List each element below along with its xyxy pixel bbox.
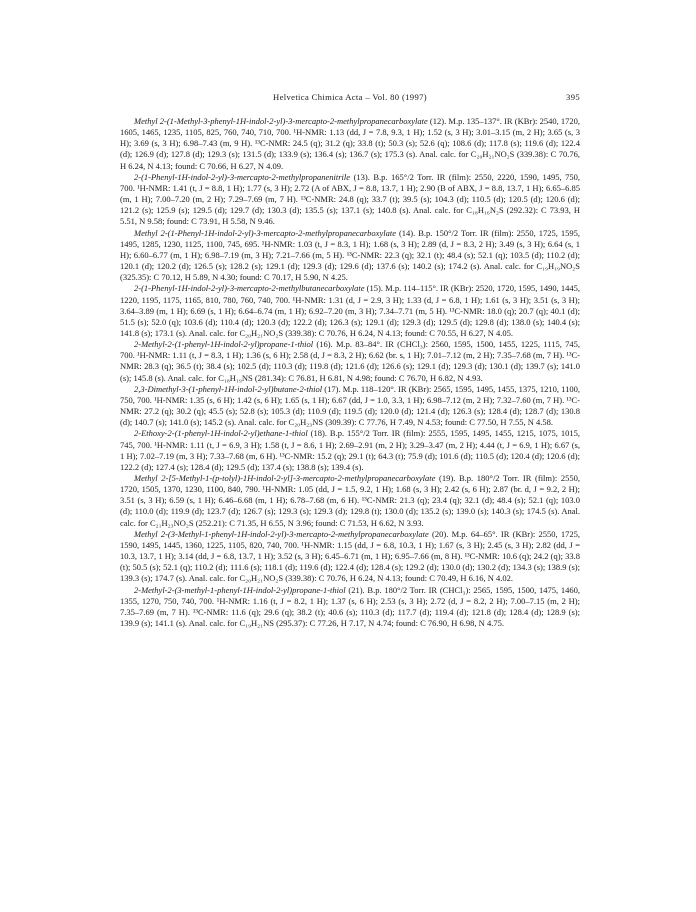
compound-entry-19 bbox=[120, 473, 580, 529]
compound-data: (17). M.p. 118–120°. IR (KBr): 2565, 1595, 1495, 1455, 1375, 1210, 1100, 750, 700. ¹H-NMR: 1.35 (s, 6 H); 1.42 (s, 6 H); 1.65 (s, 1 H); 6.67 (dd, J = 1.0, 3.3, 1 H); 6.98–7.12 (m, 2 H); 7.32–7.60 (m, 7 H). ¹³C-NMR: 27.2 (q); 30.2 (q); 45.5 (s); 52.8 (s); 105.3 (d); 110.9 (d); 119.5 (d); 120.0 (d); 121.4 (d); 126.3 (s); 128.4 (d); 128.7 (d); 130.8 (d); 140.7 (s); 141.0 (s); 145.2 (s). Anal. calc. for C₂₀H₂₃NS (309.39): C 77.76, H 7.49, N 4.53; found: C 77.50, H 7.55, N 4.58. bbox=[120, 383, 580, 428]
compound-name: 2-(1-Phenyl-1H-indol-2-yl)-3-mercapto-2-methylpropanenitrile bbox=[134, 171, 351, 182]
compound-name: Methyl 2-(1-Phenyl-1H-indol-2-yl)-3-mercapto-2-methylpropanecarboxylate bbox=[134, 227, 396, 238]
compound-name: Methyl 2-(3-Methyl-1-phenyl-1H-indol-2-yl)-3-mercapto-2-methylpropanecarboxylate bbox=[134, 528, 429, 539]
compound-name: 2,3-Dimethyl-3-(1-phenyl-1H-indol-2-yl)butane-2-thiol bbox=[134, 383, 323, 394]
compound-data: (21). B.p. 180°/2 Torr. IR (CHCl₃): 2565, 1595, 1500, 1475, 1460, 1355, 1270, 750, 740, 700. ¹H-NMR: 1.16 (t, J = 8.2, 1 H); 1.37 (s, 6 H); 2.53 (s, 3 H); 2.72 (d, J = 8.2, 2 H); 7.00–7.15 (m, 2 H); 7.35–7.69 (m, 7 H). ¹³C-NMR: 11.6 (q); 29.6 (q); 38.2 (t); 40.6 (s); 110.3 (d); 117.7 (d); 119.4 (d); 121.8 (d); 128.4 (d); 128.9 (s); 139.9 (s); 141.1 (s). Anal. calc. for C₁₉H₂₁NS (295.37): C 77.26, H 7.17, N 4.74; found: C 76.90, H 6.98, N 4.75. bbox=[120, 584, 580, 629]
compound-entry-14 bbox=[120, 228, 580, 284]
compound-name: 2-Methyl-2-(3-methyl-1-phenyl-1H-indol-2-yl)propane-1-thiol bbox=[134, 584, 346, 595]
compound-data: (18). B.p. 155°/2 Torr. IR (film): 2555, 1595, 1495, 1455, 1215, 1075, 1015, 745, 700. ¹H-NMR: 1.11 (t, J = 6.9, 3 H); 1.58 (t, J = 8.6, 1 H); 2.69–2.91 (m, 2 H); 3.29–3.47 (m, 2 H); 4.44 (t, J = 6.9, 1 H); 6.67 (s, 1 H); 7.02–7.19 (m, 3 H); 7.33–7.68 (m, 6 H). ¹³C-NMR: 15.2 (q); 29.1 (t); 64.3 (t); 75.9 (d); 101.6 (d); 110.5 (d); 120.4 (d); 120.6 (d); 122.2 (d); 127.4 (s); 128.4 (d); 129.5 (d); 137.4 (s); 138.8 (s); 139.4 (s). bbox=[120, 428, 580, 472]
compound-data: (19). B.p. 180°/2 Torr. IR (film): 2550, 1720, 1505, 1370, 1230, 1100, 840, 790. ¹H-NMR: 1.05 (dd, J = 1.5, 9.2, 1 H); 1.68 (s, 3 H); 2.42 (s, 6 H); 2.87 (br. d, J = 9.2, 2 H); 3.51 (s, 3 H); 6.59 (s, 1 H); 6.46–6.68 (m, 1 H); 6.78–7.68 (m, 6 H). ¹³C-NMR: 21.3 (q); 23.4 (q); 32.1 (d); 48.4 (s); 52.1 (q); 103.0 (d); 110.0 (d); 119.9 (d); 123.7 (d); 126.7 (s); 129.3 (s); 129.3 (d); 129.8 (t); 130.0 (d); 135.2 (s); 139.0 (s); 140.3 (s); 174.5 (s). Anal. calc. for C₂₁H₂₃NO₂S (252.21): C 71.35, H 6.55, N 3.96; found: C 71.53, H 6.62, N 3.93. bbox=[120, 473, 580, 528]
compound-data: (20). M.p. 64–65°. IR (KBr): 2550, 1725, 1590, 1495, 1445, 1360, 1225, 1105, 820, 740, 700. ¹H-NMR: 1.15 (dd, J = 6.8, 10.3, 1 H); 1.67 (s, 3 H); 2.45 (s, 3 H); 2.82 (dd, J = 10.3, 13.7, 1 H); 3.14 (dd, J = 6.8, 13.7, 1 H); 3.52 (s, 3 H); 6.45–6.71 (m, 1 H); 6.95–7.66 (m, 8 H). ¹³C-NMR: 10.6 (q); 24.2 (q); 33.8 (t); 50.5 (s); 52.1 (q); 110.2 (d); 111.6 (s); 118.1 (d); 119.6 (d); 122.4 (d); 128.4 (s); 129.2 (d); 130.0 (d); 130.2 (d); 134.3 (s); 138.9 (s); 139.3 (s); 174.7 (s). Anal. calc. for C₂₀H₂₁NO₂S (339.38): C 70.76, H 6.24, N 4.13; found: C 70.49, H 6.16, N 4.02. bbox=[120, 528, 581, 584]
compound-name: 2-Ethoxy-2-(1-phenyl-1H-indol-2-yl)ethane-1-thiol bbox=[134, 428, 308, 439]
compound-name: Methyl 2-[5-Methyl-1-(p-tolyl)-1H-indol-2-yl]-3-mercapto-2-methylpropanecarboxylate bbox=[134, 473, 436, 483]
compound-data: (16). M.p. 83–84°. IR (CHCl₃): 2560, 1595, 1500, 1455, 1225, 1115, 745, 700. ¹H-NMR: 1.11 (t, J = 8.3, 1 H); 1.36 (s, 6 H); 2.58 (d, J = 8.3, 2 H); 6.62 (br. s, 1 H); 7.01–7.12 (m, 2 H); 7.35–7.68 (m, 7 H). ¹³C-NMR: 28.3 (q); 36.5 (t); 38.4 (s); 102.5 (d); 110.3 (d); 119.8 (d); 121.6 (d); 126.6 (s); 129.1 (d); 129.3 (d); 130.1 (d); 139.7 (s); 141.0 (s); 145.8 (s). Anal. calc. for C₁₈H₁₉NS (281.34): C 76.81, H 6.81, N 4.98; found: C 76.70, H 6.82, N 4.93. bbox=[120, 339, 580, 383]
page-number: 395 bbox=[566, 92, 580, 102]
compound-entry-15 bbox=[120, 283, 580, 339]
compound-entry-17 bbox=[120, 384, 580, 429]
experimental-text bbox=[120, 116, 580, 629]
compound-data: (15). M.p. 114–115°. IR (KBr): 2520, 1720, 1595, 1490, 1445, 1220, 1195, 1175, 1165, 810, 780, 760, 740, 700. ¹H-NMR: 1.31 (d, J = 2.9, 3 H); 1.33 (d, J = 6.8, 1 H); 1.61 (s, 3 H); 3.51 (s, 3 H); 3.64–3.89 (m, 1 H); 6.69 (s, 1 H); 6.64–6.74 (m, 1 H); 6.92–7.20 (m, 3 H); 7.34–7.71 (m, 5 H). ¹³C-NMR: 18.0 (q); 20.7 (q); 40.1 (d); 51.5 (s); 52.0 (q); 103.6 (d); 110.4 (d); 120.3 (d); 122.2 (d); 126.3 (s); 129.1 (d); 129.3 (d); 129.5 (d); 129.8 (d); 138.0 (s); 140.4 (s); 141.8 (s); 173.1 (s). Anal. calc. for C₂₀H₂₁NO₂S (339.38): C 70.76, H 6.24, N 4.13; found: C 70.55, H 6.27, N 4.05. bbox=[120, 283, 580, 338]
compound-data: (12). M.p. 135–137°. IR (KBr): 2540, 1720, 1605, 1465, 1235, 1105, 825, 760, 740, 710, 700. ¹H-NMR: 1.13 (dd, J = 7.8, 9.3, 1 H); 1.52 (s, 3 H); 3.01–3.15 (m, 2 H); 3.65 (s, 3 H); 3.69 (s, 3 H); 6.98–7.43 (m, 9 H). ¹³C-NMR: 24.5 (q); 31.2 (q); 33.8 (t); 50.3 (s); 52.6 (q); 108.6 (d); 117.8 (s); 119.6 (d); 122.4 (d); 126.9 (d); 127.8 (d); 129.3 (s); 131.5 (d); 133.9 (s); 136.4 (s); 136.7 (s); 175.3 (s). Anal. calc. for C₂₀H₂₁NO₂S (339.38): C 70.76, H 6.24, N 4.13; found: C 70.66, H 6.27, N 4.09. bbox=[120, 116, 581, 171]
compound-entry-16 bbox=[120, 339, 580, 384]
compound-entry-13 bbox=[120, 172, 580, 228]
compound-entry-18 bbox=[120, 428, 580, 473]
compound-entry-21 bbox=[120, 585, 580, 630]
compound-entry-20 bbox=[120, 529, 580, 585]
compound-name: 2-(1-Phenyl-1H-indol-2-yl)-3-mercapto-2-methylbutanecarboxylate bbox=[134, 283, 365, 294]
compound-entry-12 bbox=[120, 116, 580, 172]
running-header bbox=[120, 92, 580, 106]
compound-data: (13). B.p. 165°/2 Torr. IR (film): 2550, 2220, 1590, 1495, 750, 700. ¹H-NMR: 1.41 (t, J = 8.8, 1 H); 1.77 (s, 3 H); 2.72 (A of ABX, J = 8.8, 13.7, 1 H); 2.90 (B of ABX, J = 8.8, 13.7, 1 H); 6.65–6.85 (m, 1 H); 7.00–7.20 (m, 2 H); 7.29–7.69 (m, 7 H). ¹³C-NMR: 24.8 (q); 33.7 (t); 39.5 (s); 104.3 (d); 110.5 (d); 120.5 (d); 120.6 (d); 121.2 (s); 125.9 (s); 129.5 (d); 129.7 (d); 130.3 (d); 135.5 (s); 137.1 (s); 140.8 (s). Anal. calc. for C₁₈H₁₆N₂S (292.32): C 73.93, H 5.51, N 9.58; found: C 73.91, H 5.58, N 9.46. bbox=[120, 171, 580, 227]
compound-data: (14). B.p. 150°/2 Torr. IR (film): 2550, 1725, 1595, 1495, 1285, 1230, 1125, 1100, 745, 695. ¹H-NMR: 1.03 (t, J = 8.3, 1 H); 1.68 (s, 3 H); 2.89 (d, J = 8.3, 2 H); 3.49 (s, 3 H); 6.64 (s, 1 H); 6.60–6.77 (m, 1 H); 6.98–7.19 (m, 3 H); 7.21–7.66 (m, 5 H). ¹³C-NMR: 22.3 (q); 32.1 (t); 48.4 (s); 52.1 (q); 103.5 (d); 110.2 (d); 120.1 (d); 120.2 (d); 126.5 (s); 128.2 (s); 129.1 (d); 129.3 (d); 129.6 (d); 137.6 (s); 140.2 (s); 174.2 (s). Anal. calc. for C₁₉H₁₉NO₂S (325.35): C 70.12, H 5.89, N 4.30; found: C 70.17, H 5.90, N 4.25. bbox=[120, 227, 580, 283]
compound-name: 2-Methyl-2-(1-phenyl-1H-indol-2-yl)propane-1-thiol bbox=[134, 339, 314, 350]
compound-name: Methyl 2-(1-Methyl-3-phenyl-1H-indol-2-yl)-3-mercapto-2-methylpropanecarboxylate bbox=[134, 116, 428, 126]
running-title: Helvetica Chimica Acta – Vol. 80 (1997) bbox=[273, 92, 427, 102]
